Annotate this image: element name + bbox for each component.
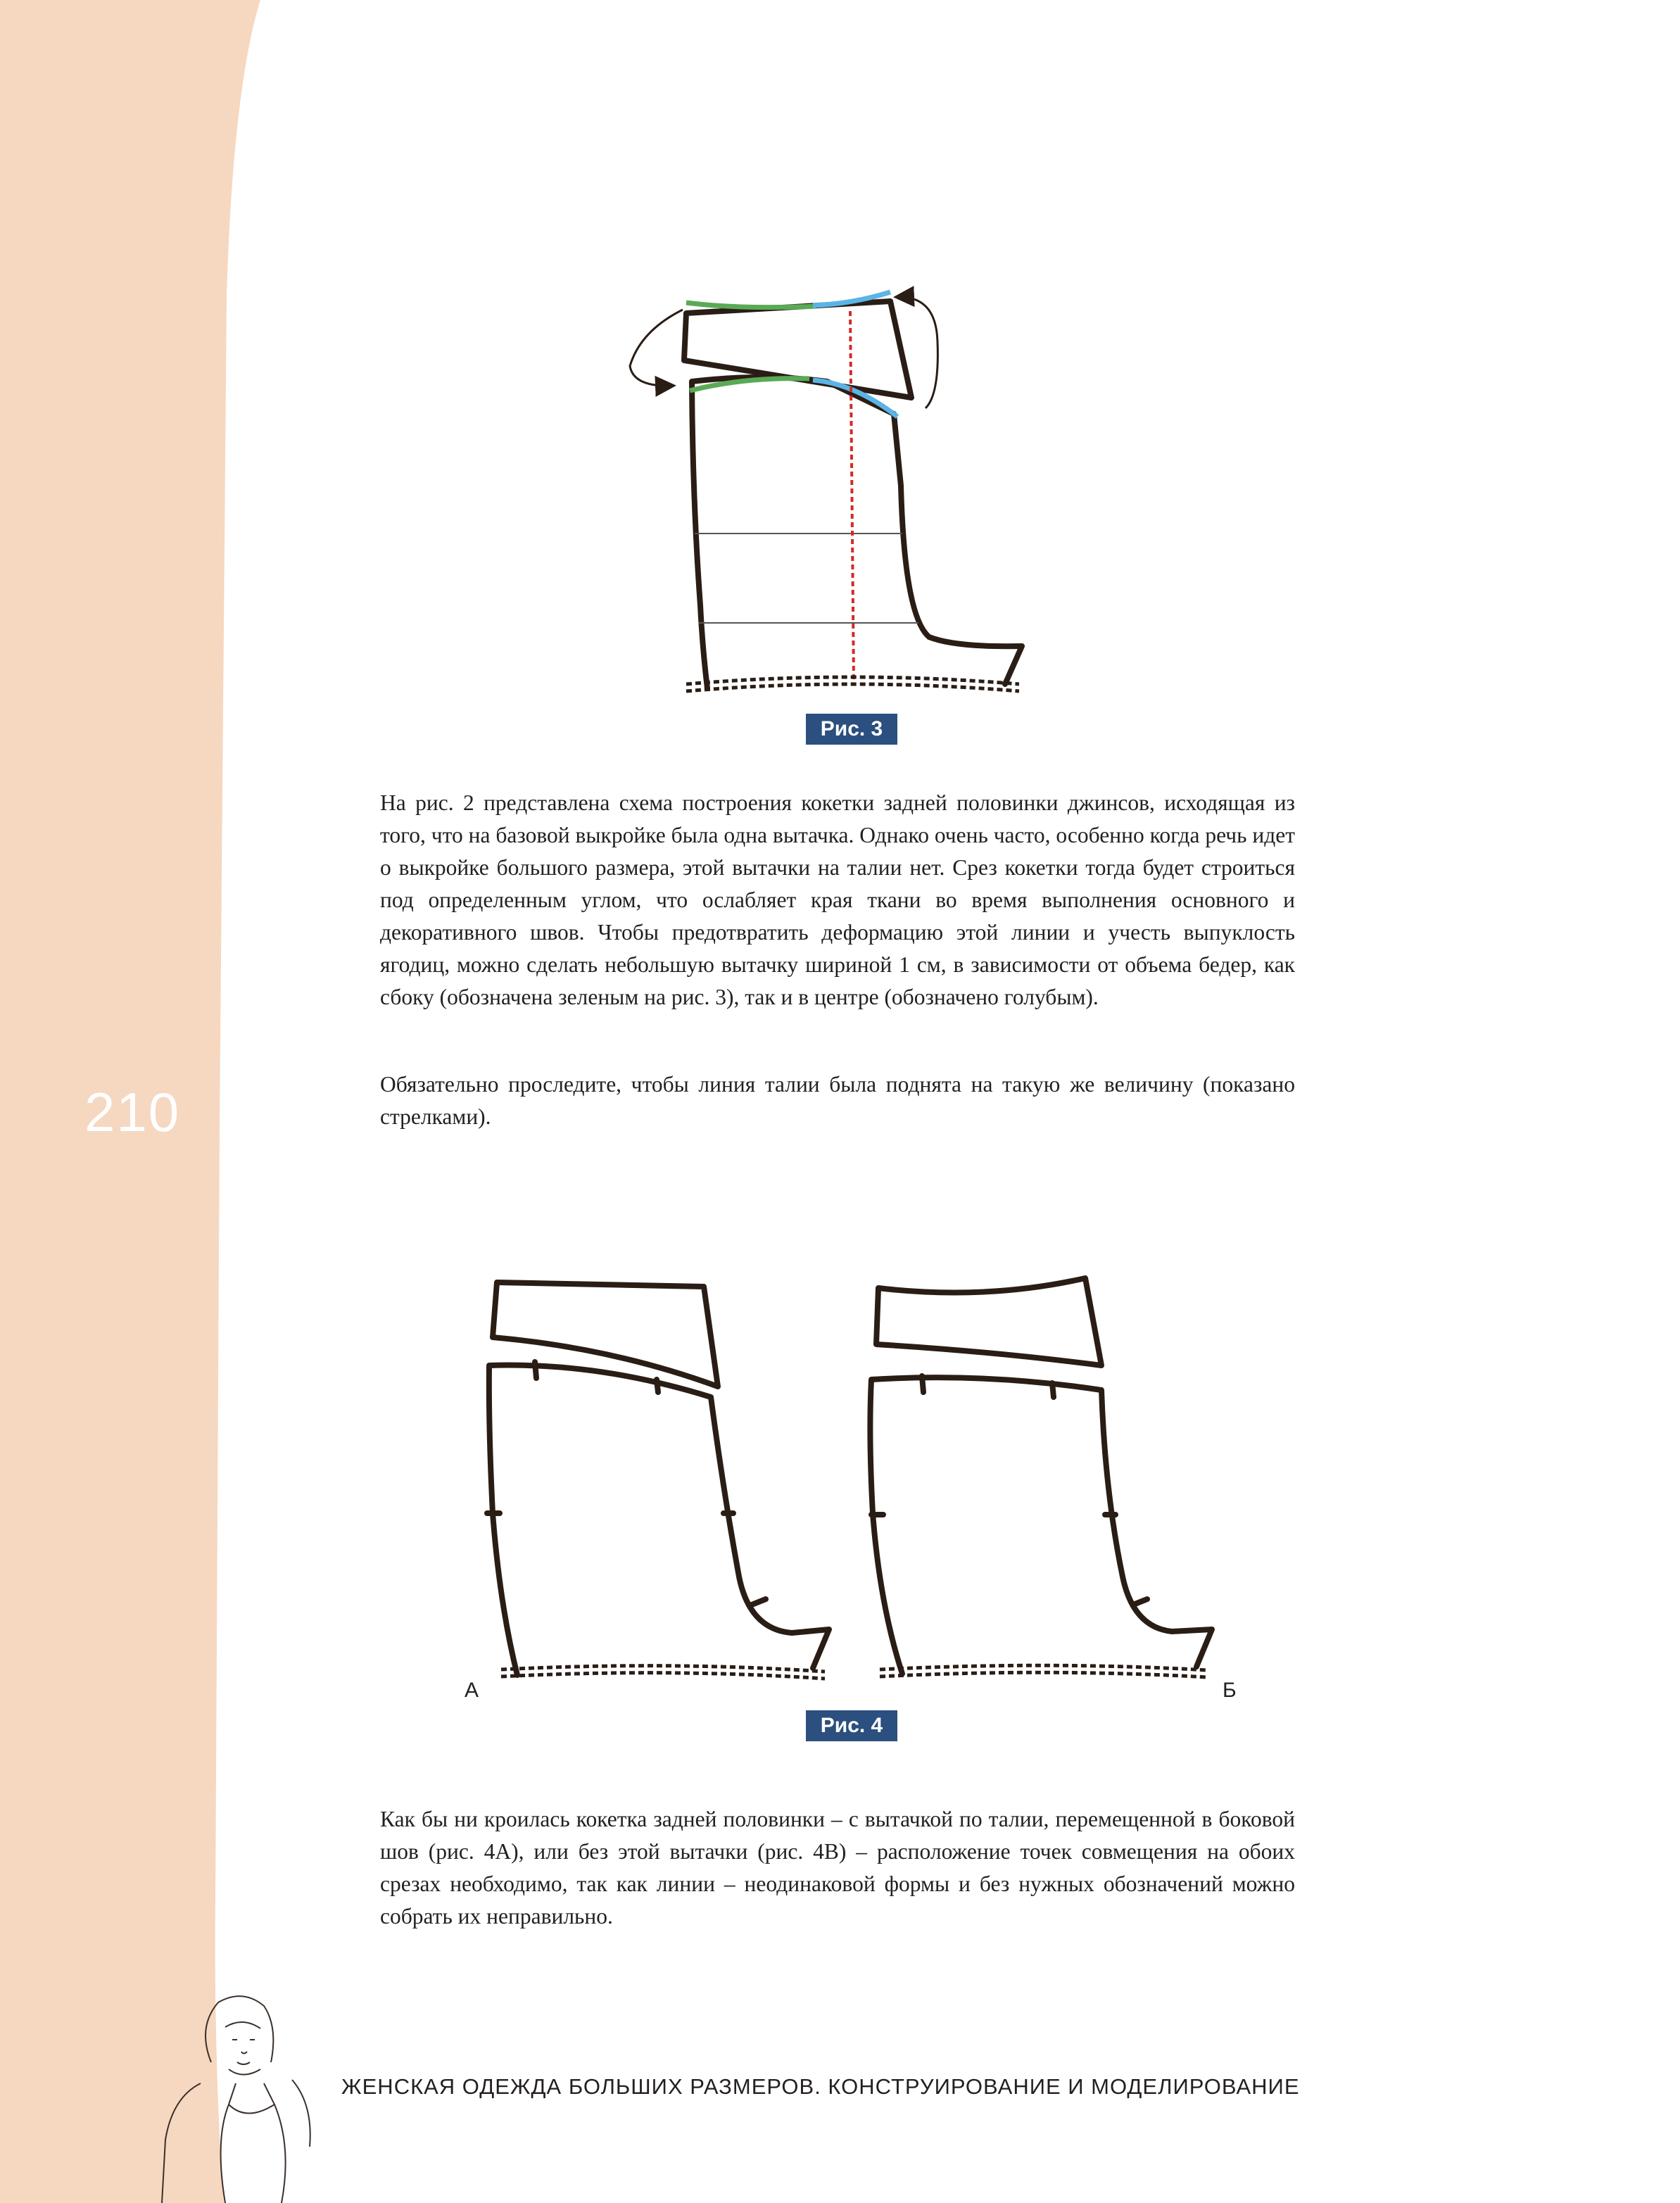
woman-illustration — [158, 1985, 320, 2203]
figure-4-caption: Рис. 4 — [806, 1710, 897, 1741]
figure-4-label-b: Б — [1223, 1679, 1237, 1702]
paragraph-2: Обязательно проследите, чтобы линия талии была поднята на такую же величину (показано стрелками). — [380, 1072, 1295, 1129]
figure-4-drawing — [457, 1267, 1253, 1703]
footer-book-title: ЖЕНСКАЯ ОДЕЖДА БОЛЬШИХ РАЗМЕРОВ. КОНСТРУИРОВАНИЕ И МОДЕЛИРОВАНИЕ — [341, 2074, 1300, 2099]
paragraph-3: Как бы ни кроилась кокетка задней половинки – с вытачкой по талии, перемещенной в боковой шов (рис. 4А), или без этой вытачки (рис. 4В) – расположение точек совмещения на обоих срезах необходимо, так как линии – неодинаковой формы и без нужных обозначений можно собрать их неправильно. — [380, 1807, 1295, 1929]
figure-3-drawing — [619, 282, 1056, 704]
figure-3-caption: Рис. 3 — [806, 714, 897, 745]
paragraph-1: На рис. 2 представлена схема построения кокетки задней половинки джинсов, исходящая из того, что на базовой выкройке была одна вытачка. Однако очень часто, особенно когда речь идет о выкройке большого размера, этой вытачки на талии нет. Срез кокетки тогда будет строиться под определенным углом, что ослабляет края ткани во время выполнения основного и декоративного швов. Чтобы предотвратить деформацию этой линии и учесть выпуклость ягодиц, можно сделать небольшую вытачку шириной 1 см, в зависимости от объема бедер, как сбоку (обозначена зеленым на рис. 3), так и в центре (обозначено голубым). — [380, 790, 1295, 1009]
figure-4-label-a: А — [465, 1679, 479, 1702]
page-number: 210 — [84, 1081, 181, 1143]
